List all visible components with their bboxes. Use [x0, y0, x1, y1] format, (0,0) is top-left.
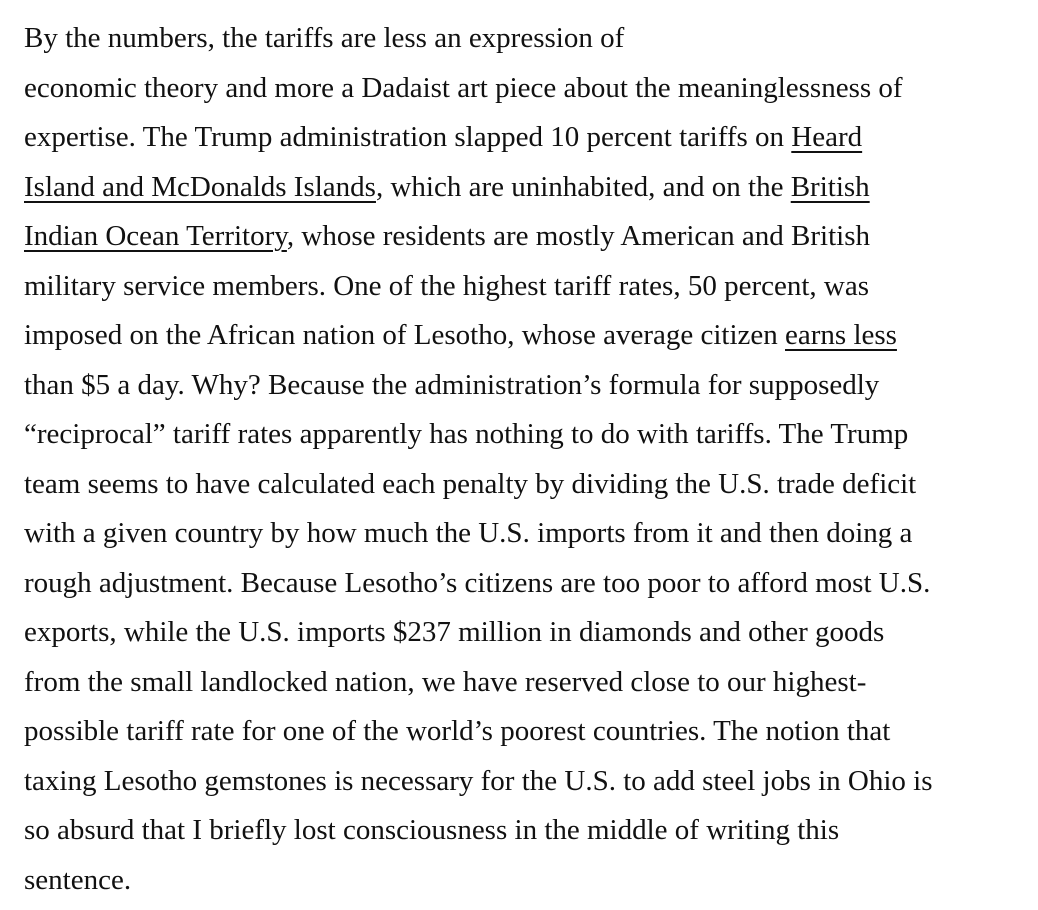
text-segment: , whose residents are mostly American and British [286, 220, 870, 252]
paragraph-line: with a given country by how much the U.S. imports from it and then doing a [24, 517, 913, 549]
paragraph-line [24, 163, 1024, 213]
article-paragraph [24, 14, 1024, 905]
paragraph-line: rough adjustment. Because Lesotho’s citizens are too poor to afford most U.S. [24, 566, 931, 599]
link-earns-less[interactable]: earns less [785, 319, 897, 351]
paragraph-line: sentence. [24, 863, 132, 896]
paragraph-line [24, 311, 1024, 361]
paragraph-line: possible tariff rate for one of the world’s poorest countries. The notion that [24, 715, 891, 747]
link-british-indian-ocean-territory[interactable]: British [790, 170, 870, 203]
paragraph-line: “reciprocal” tariff rates apparently has nothing to do with tariffs. The Trump [24, 418, 909, 450]
paragraph-line [24, 212, 1024, 262]
paragraph-line: military service members. One of the highest tariff rates, 50 percent, was [24, 269, 870, 302]
paragraph-line: exports, while the U.S. imports $237 million in diamonds and other goods [24, 616, 885, 648]
text-segment: imposed on the African nation of Lesotho, whose average citizen [24, 319, 786, 351]
paragraph-line: than $5 a day. Why? Because the administration’s formula for supposedly [24, 368, 880, 401]
paragraph-line: economic theory and more a Dadaist art piece about the meaninglessness of [24, 71, 903, 104]
link-british-indian-ocean-territory[interactable]: Indian Ocean Territory [24, 220, 287, 252]
text-segment: , which are uninhabited, and on the [375, 170, 791, 203]
link-heard-island[interactable]: Island and McDonalds Islands [24, 170, 376, 203]
paragraph-line [24, 113, 1024, 163]
paragraph-line: By the numbers, the tariffs are less an expression of [24, 22, 625, 54]
paragraph-line: taxing Lesotho gemstones is necessary for the U.S. to add steel jobs in Ohio is [24, 764, 933, 797]
paragraph-line: from the small landlocked nation, we have reserved close to our highest- [24, 665, 867, 698]
paragraph-line: so absurd that I briefly lost consciousness in the middle of writing this [24, 814, 840, 846]
text-segment: expertise. The Trump administration slapped 10 percent tariffs on [24, 121, 792, 153]
link-heard-island[interactable]: Heard [791, 121, 863, 153]
paragraph-line: team seems to have calculated each penalty by dividing the U.S. trade deficit [24, 467, 917, 500]
